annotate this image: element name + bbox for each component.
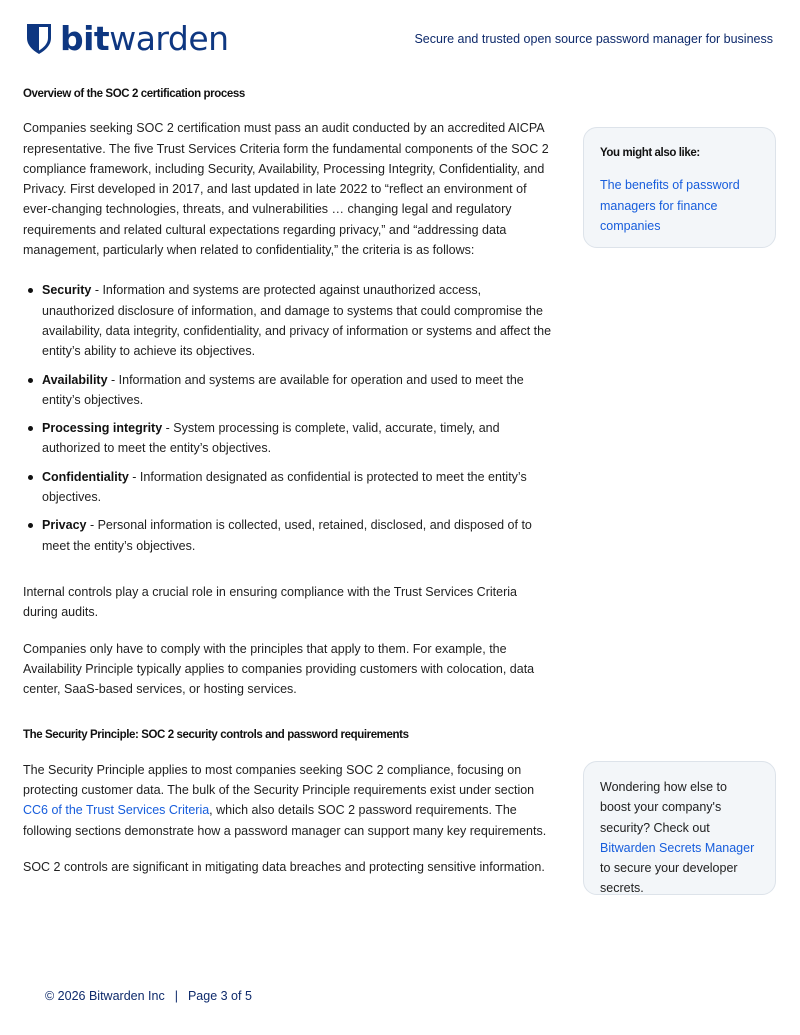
page-number: Page 3 of 5 [187, 989, 252, 1003]
header-tagline: Secure and trusted open source password manager for business [414, 32, 773, 46]
criteria-term: Privacy [42, 518, 87, 533]
list-item [23, 515, 553, 556]
secrets-card-text-end: to secure your developer secrets. [600, 861, 738, 896]
page-footer [45, 989, 252, 1003]
list-item [23, 280, 553, 361]
cc6-link[interactable]: CC6 of the Trust Services Criteria [23, 803, 210, 818]
principles-paragraph: Companies only have to comply with the principles that apply to them. For example, the Availability Principle typically applies to companies providing customers with colocation, data center, SaaS-based services, or hosting services. [23, 641, 535, 697]
logo-wordmark: bitwarden [60, 19, 229, 58]
related-article-card [583, 127, 776, 248]
related-article-link[interactable]: The benefits of password managers for finance companies [600, 178, 740, 233]
controls-paragraph: SOC 2 controls are significant in mitigating data breaches and protecting sensitive information. [23, 859, 545, 874]
secrets-manager-card [583, 761, 776, 895]
bitwarden-logo[interactable] [26, 19, 229, 58]
section-heading-security: The Security Principle: SOC 2 security controls and password requirements [23, 729, 409, 742]
list-item [23, 467, 553, 508]
intro-paragraph: Companies seeking SOC 2 certification must pass an audit conducted by an accredited AICPA representative. The five Trust Services Criteria form the fundamental components of the SOC 2 compliance framework, including Security, Availability, Processing Integrity, Confidentiality, and Privacy. First developed in 2017, and last updated in late 2022 to “reflect an environment of ever-changing technologies, threats, and vulnerabilities … changing legal and regulatory requirements and related cultural expectations regarding privacy,” and “addressing data management, particularly when related to confidentiality,” the criteria is as follows: [23, 121, 549, 258]
criteria-text: - Information and systems are available for operation and used to meet the entity’s objectives. [42, 372, 524, 407]
related-heading: You might also like: [600, 147, 700, 159]
criteria-term: Processing integrity [42, 421, 163, 436]
section-heading-overview: Overview of the SOC 2 certification process [23, 88, 245, 100]
shield-icon [26, 23, 52, 55]
criteria-term: Availability [42, 372, 108, 387]
footer-separator: | [174, 989, 178, 1003]
list-item [23, 370, 553, 411]
criteria-term: Security [42, 283, 92, 298]
security-paragraph: The Security Principle applies to most companies seeking SOC 2 compliance, focusing on protecting customer data. The bulk of the Security Principle requirements exist under section CC6 of the Trust Services Criteria, which also details SOC 2 password requirements. The following sections demonstrate how a password manager can support many key requirements. [23, 762, 547, 838]
list-item [23, 418, 553, 459]
internal-controls-paragraph: Internal controls play a crucial role in ensuring compliance with the Trust Services Criteria during audits. [23, 584, 517, 620]
criteria-list [23, 280, 553, 556]
copyright-text: © 2026 Bitwarden Inc [45, 989, 165, 1003]
secrets-card-text: Wondering how else to boost your company's security? Check out [600, 780, 727, 835]
page-header [0, 0, 800, 70]
secrets-manager-link[interactable]: Bitwarden Secrets Manager [600, 840, 755, 855]
criteria-text: - Information and systems are protected against unauthorized access, unauthorized disclosure of information, and damage to systems that could compromise the availability, data integrity, confidentiality, and privacy of information or systems and affect the entity’s ability to achieve its objectives. [42, 283, 552, 359]
main-content [23, 84, 553, 893]
criteria-term: Confidentiality [42, 469, 129, 484]
criteria-text: - System processing is complete, valid, accurate, timely, and authorized to meet the entity’s objectives. [42, 421, 500, 456]
criteria-text: - Information designated as confidential is protected to meet the entity’s objectives. [42, 469, 527, 505]
criteria-text: - Personal information is collected, used, retained, disclosed, and disposed of to meet the entity’s objectives. [42, 518, 532, 553]
